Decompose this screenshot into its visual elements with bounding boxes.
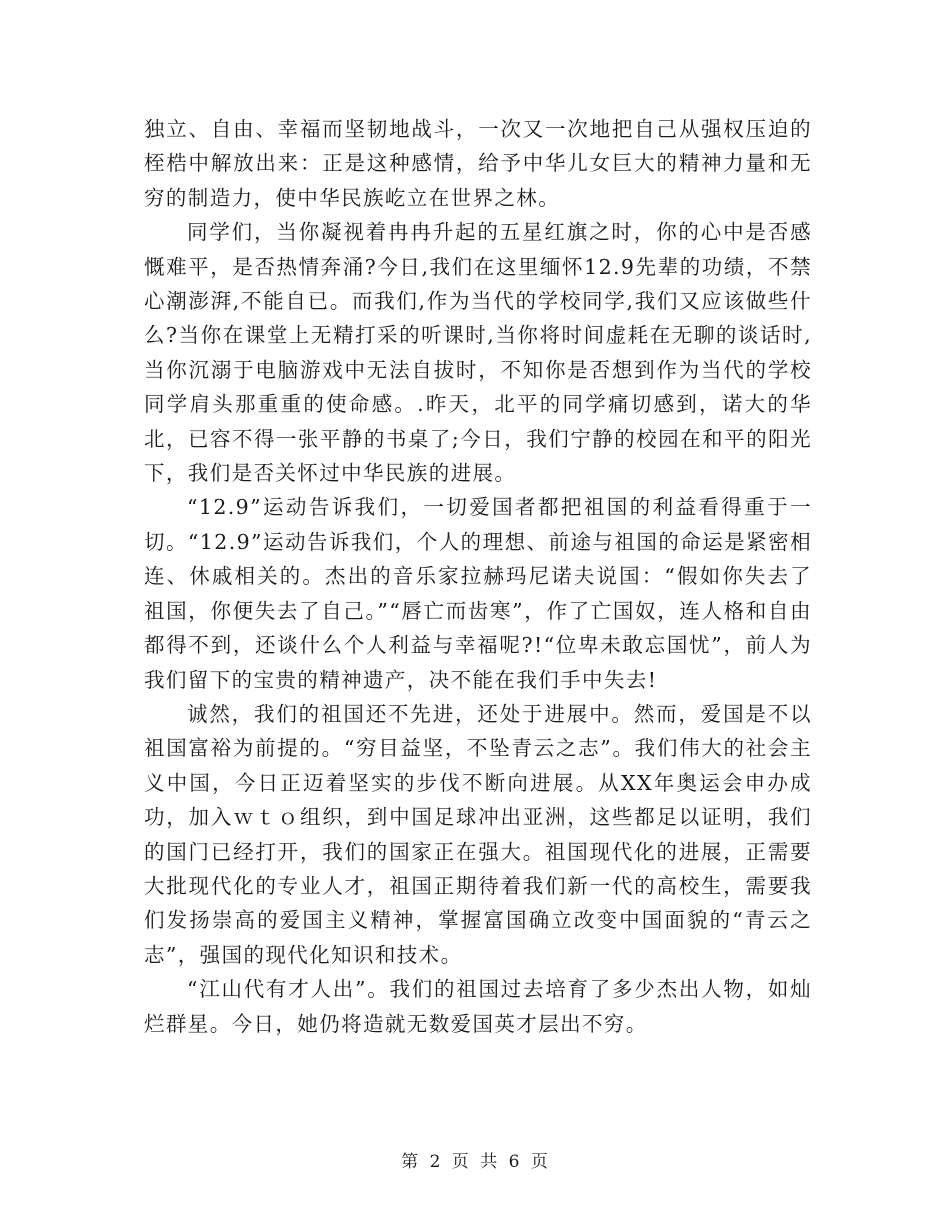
paragraph-4: 诚然，我们的祖国还不先进，还处于进展中。然而，爱国是不以祖国富裕为前提的。“穷目益坚，不坠青云之志”。我们伟大的社会主义中国，今日正迈着坚实的步伐不断向进展。从XX年奥运会申办成功，加入ｗｔｏ组织，到中国足球冲出亚洲，这些都足以证明，我们的国门已经打开，我们的国家正在强大。祖国现代化的进展，正需要大批现代化的专业人才，祖国正期待着我们新一代的高校生，需要我们发扬崇高的爱国主义精神，掌握富国确立改变中国面貌的“青云之志”，强国的现代化知识和技术。 (144, 701, 812, 967)
paragraph-1: 独立、自由、幸福而坚韧地战斗，一次又一次地把自己从强权压迫的桎梏中解放出来：正是这种感情，给予中华儿女巨大的精神力量和无穷的制造力，使中华民族屹立在世界之林。 (144, 117, 812, 210)
paragraph-5: “江山代有才人出”。我们的祖国过去培育了多少杰出人物，如灿烂群星。今日，她仍将造就无数爱国英才层出不穷。 (144, 977, 812, 1036)
paragraph-3: “12.9”运动告诉我们，一切爱国者都把祖国的利益看得重于一切。“12.9”运动告诉我们，个人的理想、前途与祖国的命运是紧密相连、休戚相关的。杰出的音乐家拉赫玛尼诺夫说国：“假如你失去了祖国，你便失去了自己。”“唇亡而齿寒”，作了亡国奴，连人格和自由都得不到，还谈什么个人利益与幸福呢?!“位卑未敢忘国忧”，前人为我们留下的宝贵的精神遗产，决不能在我们手中失去! (144, 495, 812, 692)
page-number-footer: 第 2 页 共 6 页 (401, 1152, 549, 1172)
body-text (144, 112, 812, 1041)
paragraph-2: 同学们，当你凝视着冉冉升起的五星红旗之时，你的心中是否感慨难平，是否热情奔涌?今日,我们在这里缅怀12.9先辈的功绩，不禁心潮澎湃,不能自已。而我们,作为当代的学校同学,我们又应该做些什么?当你在课堂上无精打采的听课时,当你将时间虚耗在无聊的谈话时,当你沉溺于电脑游戏中无法自拔时，不知你是否想到作为当代的学校同学肩头那重重的使命感。.昨天，北平的同学痛切感到，诺大的华北，已容不得一张平静的书桌了;今日，我们宁静的校园在和平的阳光下，我们是否关怀过中华民族的进展。 (144, 220, 812, 486)
